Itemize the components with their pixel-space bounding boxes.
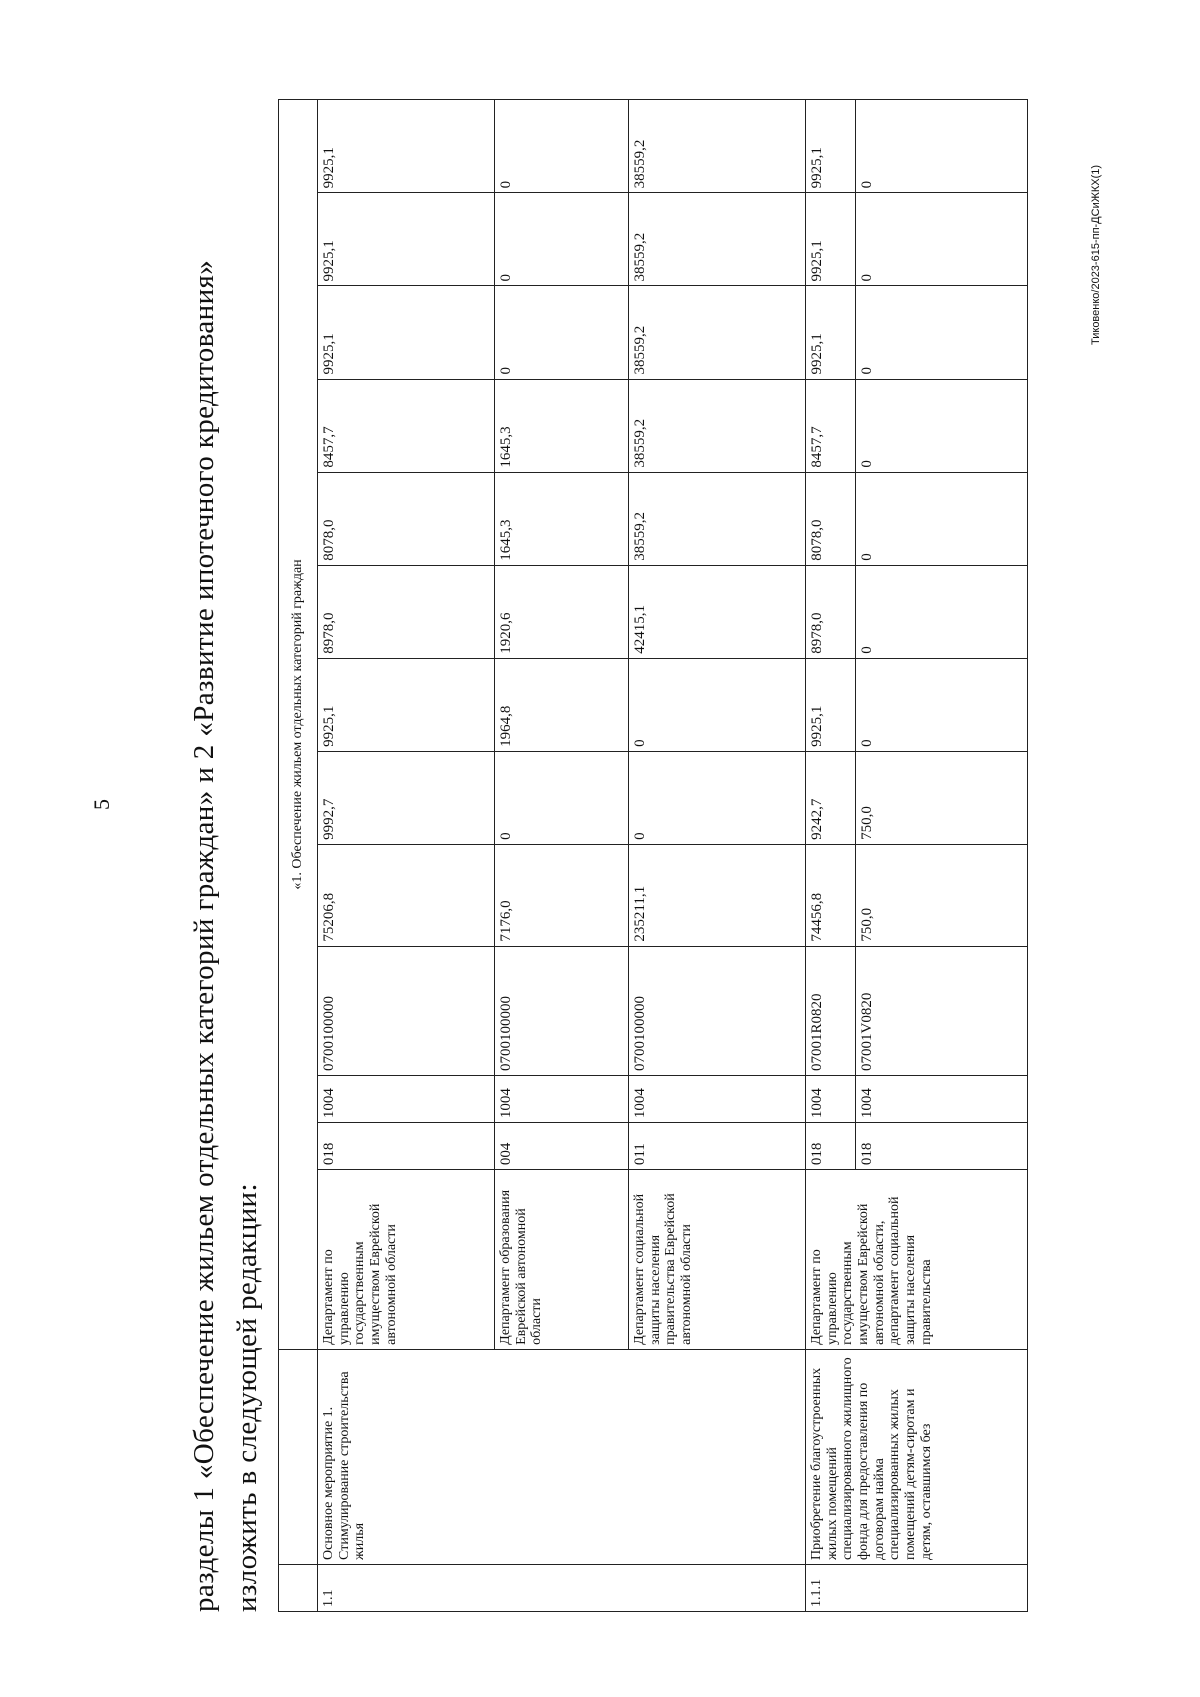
budget-table-wrapper xyxy=(278,99,1045,1612)
year-value: 8078,0 xyxy=(318,472,495,565)
year-value: 0 xyxy=(629,658,806,751)
row-number xyxy=(856,1564,1028,1611)
year-value: 0 xyxy=(856,658,1028,751)
year-value: 38559,2 xyxy=(629,472,806,565)
section-empty-cell xyxy=(279,1564,318,1611)
year-value: 9992,7 xyxy=(318,751,495,844)
grbs-code: 018 xyxy=(806,1123,856,1170)
section-code: 1004 xyxy=(856,1076,1028,1123)
total-value: 7176,0 xyxy=(495,844,629,946)
year-value: 0 xyxy=(856,565,1028,658)
year-value: 0 xyxy=(856,472,1028,565)
year-value: 1645,3 xyxy=(495,472,629,565)
year-value: 38559,2 xyxy=(629,100,806,193)
executor: Департамент по управлению государственным имуществом Еврейской автономной области, департамент социальной защиты населения правительства xyxy=(806,1170,1028,1350)
row-number xyxy=(495,1564,629,1611)
year-value: 8457,7 xyxy=(318,379,495,472)
grbs-code: 004 xyxy=(495,1123,629,1170)
year-value: 9925,1 xyxy=(806,286,856,379)
year-value: 9925,1 xyxy=(318,100,495,193)
heading-line-2: изложить в следующей редакции: xyxy=(231,1183,263,1612)
section-title: «1. Обеспечение жильем отдельных категорий граждан xyxy=(279,100,318,1350)
page-number: 5 xyxy=(89,799,114,810)
year-value: 9925,1 xyxy=(318,193,495,286)
grbs-code: 011 xyxy=(629,1123,806,1170)
measure-name: Основное мероприятие 1. Стимулирование строительства жилья xyxy=(318,1349,495,1564)
grbs-code: 018 xyxy=(318,1123,495,1170)
year-value: 0 xyxy=(629,751,806,844)
year-value: 0 xyxy=(856,379,1028,472)
year-value: 9242,7 xyxy=(806,751,856,844)
year-value: 38559,2 xyxy=(629,379,806,472)
year-value: 0 xyxy=(495,100,629,193)
total-value: 750,0 xyxy=(856,844,1028,946)
year-value: 8457,7 xyxy=(806,379,856,472)
year-value: 0 xyxy=(856,286,1028,379)
year-value: 1645,3 xyxy=(495,379,629,472)
total-value: 235211,1 xyxy=(629,844,806,946)
year-value: 9925,1 xyxy=(806,658,856,751)
target-article-code: 0700100000 xyxy=(495,946,629,1075)
year-value: 9925,1 xyxy=(806,100,856,193)
executor: Департамент социальной защиты населения правительства Еврейской автономной области xyxy=(629,1170,806,1350)
measure-name xyxy=(629,1349,806,1564)
target-article-code: 0700100000 xyxy=(629,946,806,1075)
year-value: 0 xyxy=(495,751,629,844)
section-code: 1004 xyxy=(495,1076,629,1123)
year-value: 0 xyxy=(856,100,1028,193)
year-value: 0 xyxy=(495,193,629,286)
year-value: 750,0 xyxy=(856,751,1028,844)
measure-name: Приобретение благоустроенных жилых помещений специализированного жилищного фонда для предоставления по договорам найма специализированных жилых помещений детям-сиротам и детям, оставшимся без xyxy=(806,1349,1028,1564)
year-value: 8978,0 xyxy=(318,565,495,658)
year-value: 9925,1 xyxy=(318,658,495,751)
grbs-code: 018 xyxy=(856,1123,1028,1170)
year-value: 9925,1 xyxy=(318,286,495,379)
year-value: 1920,6 xyxy=(495,565,629,658)
budget-table xyxy=(278,99,1028,1612)
table-row xyxy=(318,100,495,1612)
heading-line-1: разделы 1 «Обеспечение жильем отдельных категорий граждан» и 2 «Развитие ипотечного кредитования» xyxy=(188,259,220,1612)
executor: Департамент образования Еврейской автономной области xyxy=(495,1170,629,1350)
year-value: 38559,2 xyxy=(629,286,806,379)
year-value: 9925,1 xyxy=(806,193,856,286)
target-article-code: 0700100000 xyxy=(318,946,495,1075)
section-code: 1004 xyxy=(806,1076,856,1123)
row-number: 1.1.1 xyxy=(806,1564,856,1611)
section-code: 1004 xyxy=(629,1076,806,1123)
year-value: 38559,2 xyxy=(629,193,806,286)
table-row xyxy=(629,100,806,1612)
year-value: 8078,0 xyxy=(806,472,856,565)
table-row xyxy=(806,100,856,1612)
row-number: 1.1 xyxy=(318,1564,495,1611)
measure-name xyxy=(495,1349,629,1564)
year-value: 8978,0 xyxy=(806,565,856,658)
executor: Департамент по управлению государственным имуществом Еврейской автономной области xyxy=(318,1170,495,1350)
table-section-row xyxy=(279,100,318,1612)
year-value: 0 xyxy=(856,193,1028,286)
target-article-code: 07001V0820 xyxy=(856,946,1028,1075)
table-row xyxy=(495,100,629,1612)
target-article-code: 07001R0820 xyxy=(806,946,856,1075)
total-value: 74456,8 xyxy=(806,844,856,946)
document-stamp: Тиковенко/2023-615-пп-ДСиЖКХ(1) xyxy=(1090,164,1102,345)
section-empty-cell xyxy=(279,1349,318,1564)
year-value: 1964,8 xyxy=(495,658,629,751)
year-value: 0 xyxy=(495,286,629,379)
total-value: 75206,8 xyxy=(318,844,495,946)
row-number xyxy=(629,1564,806,1611)
year-value: 42415,1 xyxy=(629,565,806,658)
section-code: 1004 xyxy=(318,1076,495,1123)
